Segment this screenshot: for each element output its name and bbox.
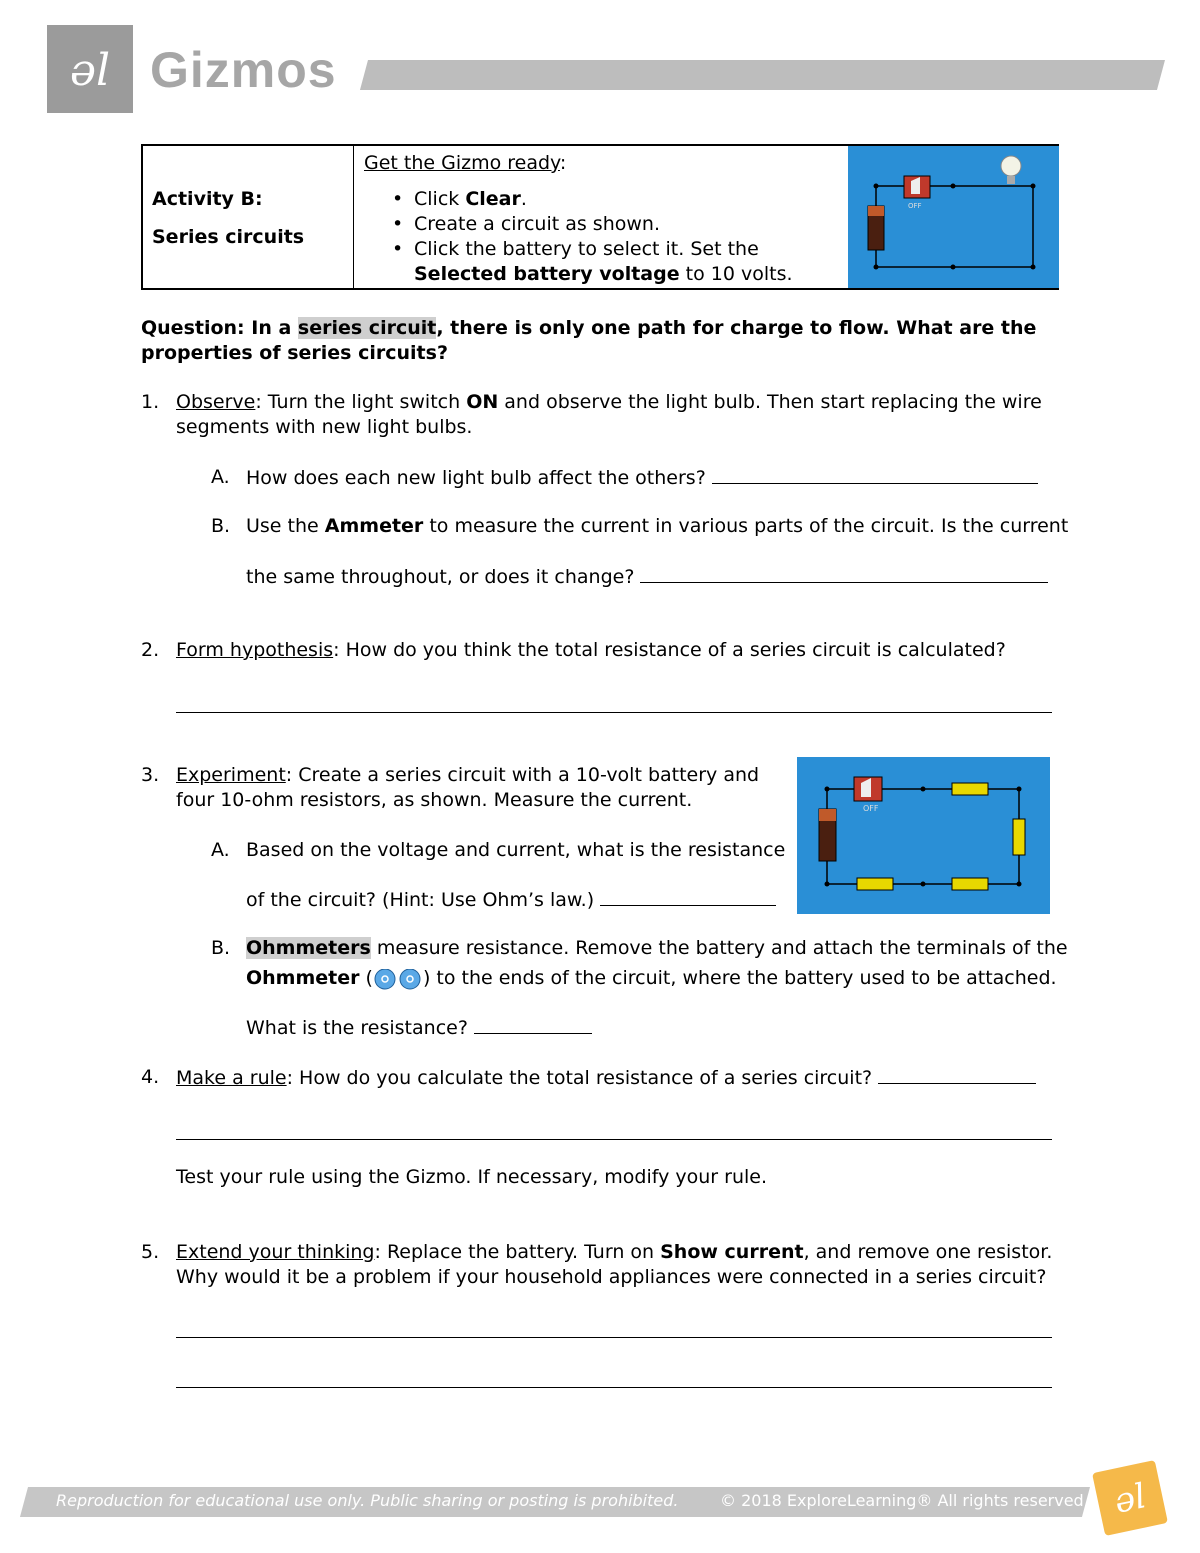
- circuit-diagram-icon: [848, 146, 1059, 288]
- q4-answer-blank[interactable]: [878, 1065, 1036, 1084]
- q2-text: Form hypothesis: How do you think the total resistance of a series circuit is calculated?: [176, 639, 1006, 661]
- q5-answer-line-1[interactable]: [176, 1319, 1052, 1338]
- question-line-1: Question: In a series circuit, there is only one path for charge to flow. What are the: [141, 317, 1037, 339]
- switch-off-label: OFF: [863, 804, 879, 813]
- q3-line-1: Experiment: Create a series circuit with a 10-volt battery and: [176, 764, 760, 786]
- q2-answer-line[interactable]: [176, 694, 1052, 713]
- ready-heading: Get the Gizmo ready: [364, 152, 560, 174]
- setup-step: • Create a circuit as shown.: [354, 212, 848, 237]
- setup-steps-list: [354, 187, 848, 287]
- q1-line-1: Observe: Turn the light switch ON and observe the light bulb. Then start replacing the wire: [176, 391, 1042, 413]
- ohmmeter-terminals-icon: [373, 969, 423, 989]
- series-resistor-circuit-image: [797, 757, 1050, 914]
- activity-title: Activity B:: [152, 188, 263, 210]
- q1b-line-1: Use the Ammeter to measure the current in various parts of the circuit. Is the current: [246, 515, 1069, 537]
- el-logo-icon: [47, 25, 133, 113]
- footer-copyright: © 2018 ExploreLearning® All rights reserved: [720, 1491, 1084, 1510]
- q5-answer-line-2[interactable]: [176, 1369, 1052, 1388]
- gizmos-logo: [47, 25, 133, 113]
- activity-subtitle: Series circuits: [152, 226, 305, 248]
- q3-number: 3.: [141, 764, 160, 786]
- q1a-text: How does each new light bulb affect the others?: [246, 465, 1038, 491]
- q4-test-text: Test your rule using the Gizmo. If necessary, modify your rule.: [176, 1166, 768, 1188]
- q3a-answer-blank[interactable]: [600, 887, 776, 906]
- q1b-answer-blank[interactable]: [640, 564, 1048, 583]
- ready-heading-line: [364, 151, 566, 176]
- question-line-2: properties of series circuits?: [141, 342, 448, 364]
- brand-title: Gizmos: [150, 42, 337, 98]
- switch-off-label: OFF: [908, 202, 922, 210]
- q1b-letter: B.: [211, 515, 231, 537]
- q3-line-2: four 10-ohm resistors, as shown. Measure the current.: [176, 789, 693, 811]
- q1-line-2: segments with new light bulbs.: [176, 416, 473, 438]
- q4-text: Make a rule: How do you calculate the total resistance of a series circuit?: [176, 1065, 1036, 1091]
- q3a-line-2: of the circuit? (Hint: Use Ohm’s law.): [246, 887, 776, 913]
- ready-colon: :: [559, 152, 567, 174]
- ohmmeters-highlight: Ohmmeters: [246, 937, 371, 959]
- header-bar: [360, 60, 1165, 90]
- q1b-line-2: the same throughout, or does it change?: [246, 564, 1048, 590]
- q5-number: 5.: [141, 1241, 160, 1263]
- q1a-answer-blank[interactable]: [712, 465, 1038, 484]
- footer-logo-mark: əl: [1110, 1476, 1150, 1522]
- activity-label-cell: [143, 146, 354, 288]
- q1-number: 1.: [141, 391, 160, 413]
- logo-mark: əl: [69, 45, 111, 96]
- q4-number: 4.: [141, 1066, 160, 1088]
- q3b-line-1: Ohmmeters measure resistance. Remove the battery and attach the terminals of the: [246, 937, 1068, 959]
- q1a-letter: A.: [211, 466, 230, 488]
- footer-notice: Reproduction for educational use only. Public sharing or posting is prohibited.: [56, 1491, 679, 1510]
- q3b-letter: B.: [211, 937, 231, 959]
- q3a-line-1: Based on the voltage and current, what is the resistance: [246, 839, 786, 861]
- series-circuit-highlight: series circuit: [297, 317, 437, 339]
- q3b-line-2: Ohmmeter ( ) to the ends of the circuit, where the battery used to be attached.: [246, 967, 1057, 989]
- simple-circuit-image: [848, 146, 1059, 288]
- q3b-question: What is the resistance?: [246, 1015, 592, 1041]
- q3b-answer-blank[interactable]: [474, 1015, 592, 1034]
- q5-line-1: Extend your thinking: Replace the battery. Turn on Show current, and remove one resistor.: [176, 1241, 1053, 1263]
- explorelearning-logo-icon: [1092, 1460, 1168, 1536]
- q5-line-2: Why would it be a problem if your household appliances were connected in a series circuit?: [176, 1266, 1047, 1288]
- resistor-circuit-diagram-icon: [797, 757, 1050, 914]
- activity-steps-cell: [354, 146, 848, 288]
- setup-step: • Click the battery to select it. Set the Selected battery voltage to 10 volts.: [354, 237, 848, 287]
- q3a-letter: A.: [211, 839, 230, 861]
- activity-table: [141, 144, 1059, 290]
- setup-step: • Click Clear.: [354, 187, 848, 212]
- q4-answer-line[interactable]: [176, 1121, 1052, 1140]
- q2-number: 2.: [141, 639, 160, 661]
